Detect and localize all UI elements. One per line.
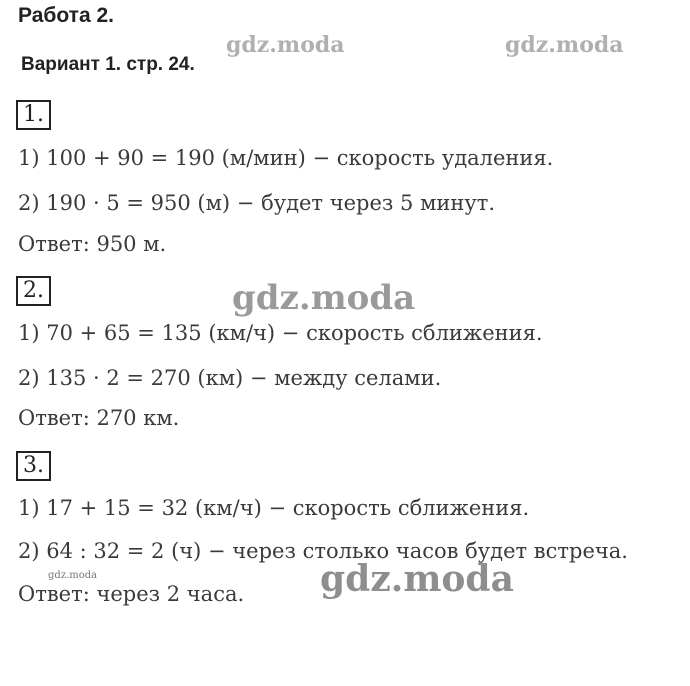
task-1-answer: Ответ: 950 м. (18, 232, 167, 256)
watermark-top-right: gdz.moda (505, 32, 624, 58)
task-number-box: 2. (16, 276, 51, 306)
page-title: Работа 2. (18, 4, 114, 27)
task-3-answer: Ответ: через 2 часа. (18, 582, 245, 606)
task-2-answer: Ответ: 270 км. (18, 406, 180, 430)
task-number-box: 1. (16, 100, 51, 130)
task-1-number (16, 100, 51, 130)
watermark-small: gdz.moda (48, 570, 98, 581)
task-number-box: 3. (16, 451, 51, 481)
task-3-number (16, 451, 51, 481)
task-2-number (16, 276, 51, 306)
task-1-step-1: 1) 100 + 90 = 190 (м/мин) − скорость удаления. (18, 146, 554, 170)
task-3-step-2: 2) 64 : 32 = 2 (ч) − через столько часов будет встреча. (18, 539, 628, 563)
task-2-step-2: 2) 135 · 2 = 270 (км) − между селами. (18, 366, 442, 390)
watermark-middle: gdz.moda (232, 278, 416, 318)
watermark-bottom: gdz.moda (320, 558, 514, 600)
task-3-step-1: 1) 17 + 15 = 32 (км/ч) − скорость сближения. (18, 496, 530, 520)
task-1-step-2: 2) 190 · 5 = 950 (м) − будет через 5 минут. (18, 191, 496, 215)
task-2-step-1: 1) 70 + 65 = 135 (км/ч) − скорость сближения. (18, 321, 543, 345)
variant-subtitle: Вариант 1. стр. 24. (21, 54, 195, 75)
watermark-top-left: gdz.moda (226, 32, 345, 58)
